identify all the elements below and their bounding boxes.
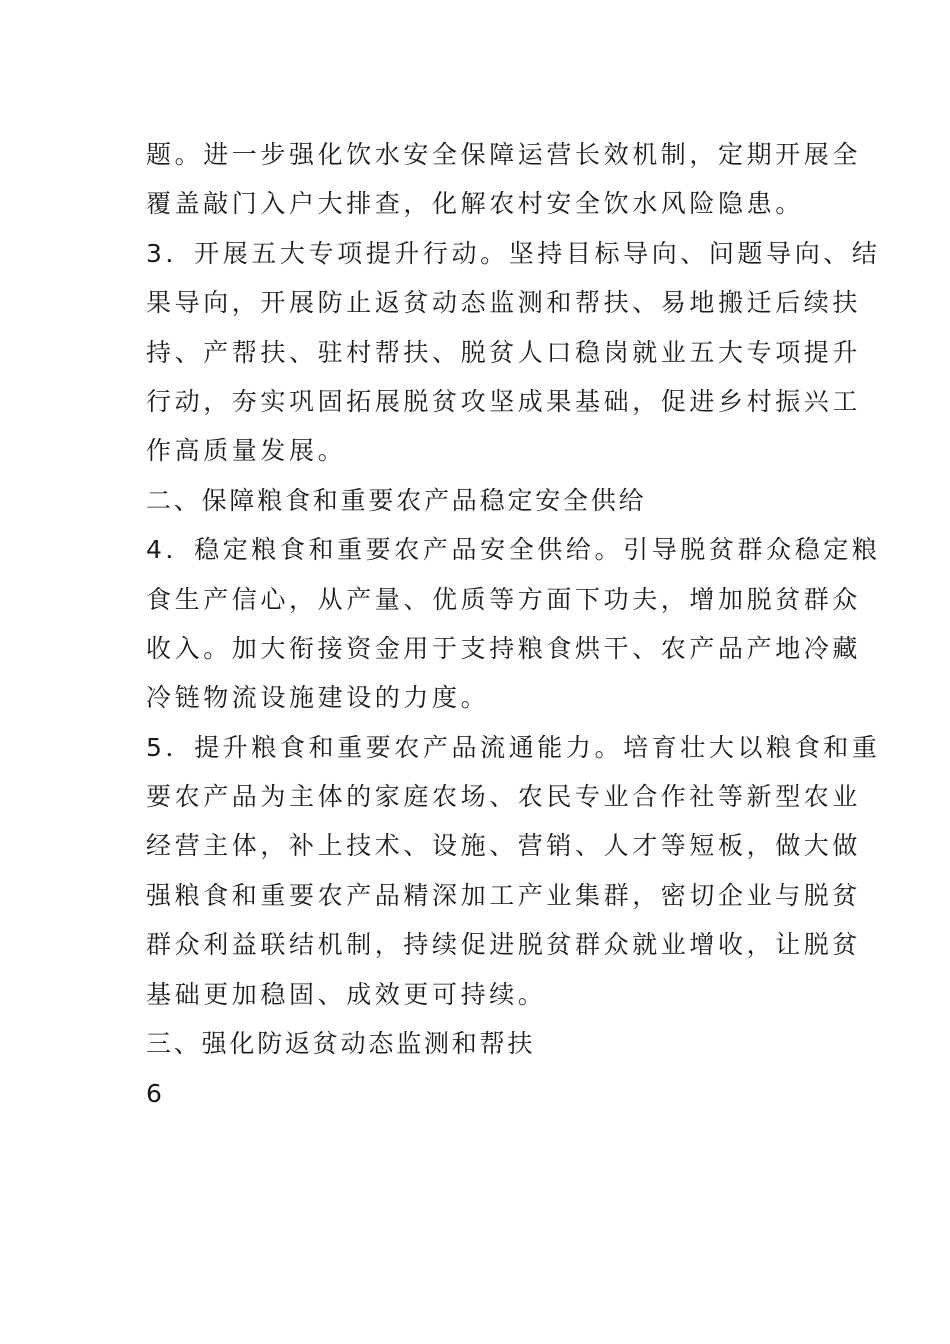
paragraph-line: 作高质量发展。	[146, 436, 347, 466]
item-5-line: 5．提升粮食和重要农产品流通能力。培育壮大以粮食和重	[146, 732, 881, 762]
paragraph-line: 行动，夯实巩固拓展脱贫攻坚成果基础，促进乡村振兴工	[146, 386, 862, 416]
paragraph-line: 群众利益联结机制，持续促进脱贫群众就业增收，让脱贫	[146, 930, 862, 960]
paragraph-line: 题。进一步强化饮水安全保障运营长效机制，定期开展全	[146, 140, 862, 169]
paragraph-line: 经营主体，补上技术、设施、营销、人才等短板，做大做	[146, 831, 862, 861]
paragraph-line: 持、产帮扶、驻村帮扶、脱贫人口稳岗就业五大专项提升	[146, 337, 862, 367]
paragraph-line: 食生产信心，从产量、优质等方面下功夫，增加脱贫群众	[146, 584, 862, 614]
paragraph-line: 要农产品为主体的家庭农场、农民专业合作社等新型农业	[146, 782, 862, 812]
section-heading-2: 二、保障粮食和重要农产品稳定安全供给	[146, 485, 647, 515]
section-heading-3: 三、强化防返贫动态监测和帮扶	[146, 1029, 536, 1059]
paragraph-line: 覆盖敲门入户大排查，化解农村安全饮水风险隐患。	[146, 189, 804, 219]
paragraph-line: 冷链物流设施建设的力度。	[146, 683, 490, 713]
item-6-number: 6	[146, 1079, 162, 1109]
item-4-line: 4．稳定粮食和重要农产品安全供给。引导脱贫群众稳定粮	[146, 535, 881, 565]
paragraph-line: 收入。加大衔接资金用于支持粮食烘干、农产品产地冷藏	[146, 633, 862, 663]
paragraph-line: 果导向，开展防止返贫动态监测和帮扶、易地搬迁后续扶	[146, 288, 862, 318]
item-3-line: 3．开展五大专项提升行动。坚持目标导向、问题导向、结	[146, 238, 881, 268]
document-body	[146, 130, 881, 1119]
paragraph-line: 强粮食和重要农产品精深加工产业集群，密切企业与脱贫	[146, 880, 862, 910]
paragraph-line: 基础更加稳固、成效更可持续。	[146, 979, 547, 1009]
